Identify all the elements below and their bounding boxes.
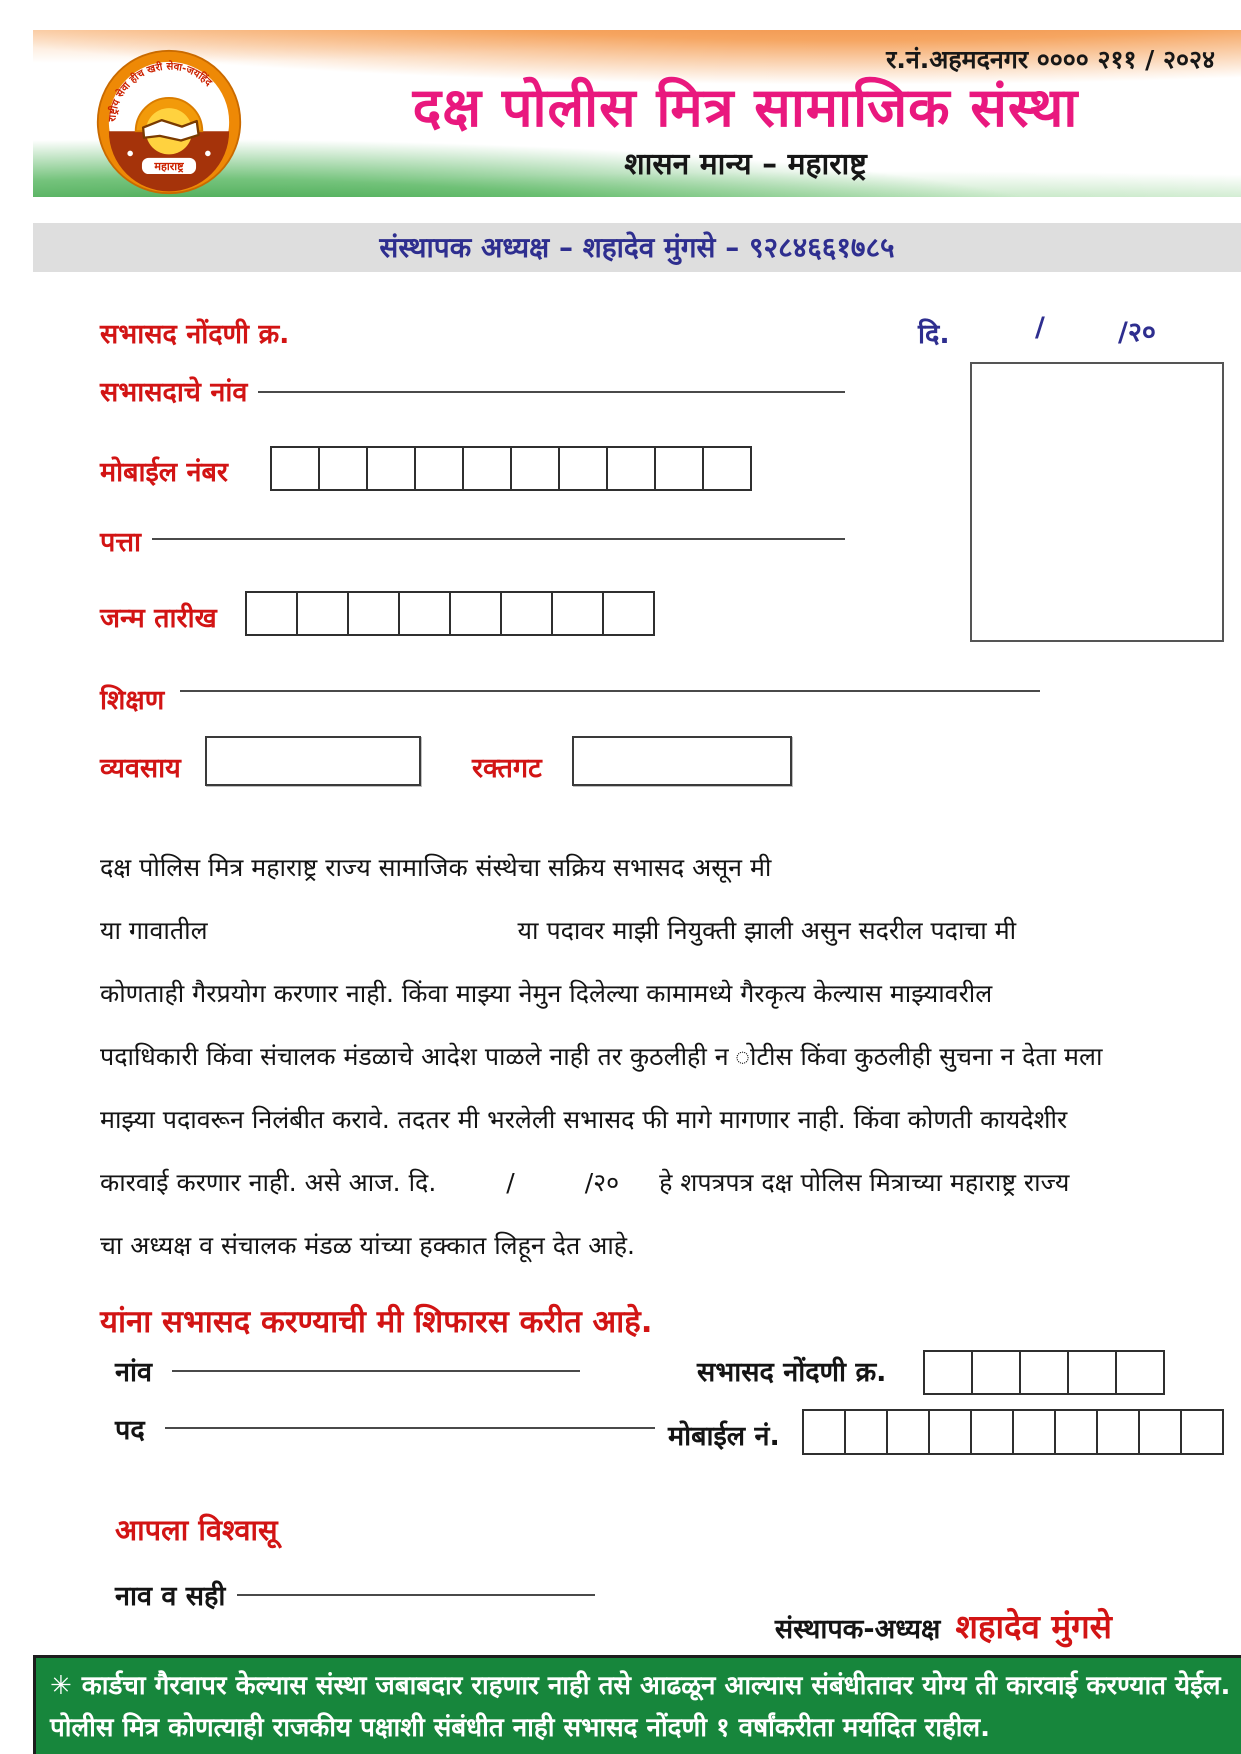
char-box[interactable]	[366, 446, 416, 491]
char-box[interactable]	[1115, 1350, 1165, 1395]
declaration-line-6	[100, 1165, 1160, 1199]
founder-name: शहादेव मुंगसे	[955, 1607, 1112, 1646]
name-sign-label: नाव व सही	[115, 1581, 226, 1612]
logo-arc-text: राष्ट्रीय सेवा हीच खरी सेवा-जयहिंद	[107, 61, 214, 123]
header-banner	[33, 30, 1241, 197]
char-box[interactable]	[318, 446, 368, 491]
logo-dot	[205, 151, 211, 157]
oath-date-slash-2: /२०	[584, 1168, 620, 1197]
org-logo	[95, 48, 243, 196]
char-box[interactable]	[1067, 1350, 1117, 1395]
founder-designation: संस्थापक-अध्यक्ष	[774, 1614, 941, 1645]
member-reg-no-label: सभासद नोंदणी क्र.	[100, 319, 290, 350]
char-box[interactable]	[606, 446, 656, 491]
photo-box[interactable]	[970, 362, 1224, 642]
char-box[interactable]	[414, 446, 464, 491]
char-box[interactable]	[886, 1409, 930, 1455]
blood-group-label: रक्तगट	[472, 753, 542, 784]
char-box[interactable]	[462, 446, 512, 491]
registration-number: र.नं.अहमदनगर ०००० २११ / २०२४	[886, 45, 1215, 74]
founder-signature-block	[600, 1603, 1112, 1648]
rec-reg-no-label: सभासद नोंदणी क्र.	[697, 1357, 887, 1388]
declaration-line-4: पदाधिकारी किंवा संचालक मंडळाचे आदेश पाळले नाही तर कुठलीही न ोटीस किंवा कुठलीही सुचना न देता मला	[100, 1042, 1103, 1071]
declaration-line-5: माझ्या पदावरून निलंबीत करावे. तदतर मी भरलेली सभासद फी मागे मागणार नाही. किंवा कोणती कायदेशीर	[100, 1105, 1068, 1134]
footer-line-1	[50, 1666, 1241, 1702]
char-box[interactable]	[1138, 1409, 1182, 1455]
address-label: पत्ता	[100, 527, 141, 558]
footer-line-1-text: कार्डचा गैरवापर केल्यास संस्था जबाबदार राहणार नाही तसे आढळून आल्यास संबंधीतावर योग्य ती कारवाई करण्यात येईल.	[81, 1671, 1231, 1701]
mobile-boxes	[270, 446, 752, 491]
char-box[interactable]	[551, 591, 604, 636]
recommendation-heading: यांना सभासद करण्याची मी शिफारस करीत आहे.	[100, 1304, 653, 1340]
yours-faithfully-label: आपला विश्वासू	[115, 1513, 278, 1547]
org-title: दक्ष पोलीस मित्र सामाजिक संस्था	[412, 76, 1079, 139]
rec-mobile-boxes	[802, 1409, 1224, 1455]
dob-boxes	[245, 591, 655, 636]
declaration-line-3: कोणताही गैरप्रयोग करणार नाही. किंवा माझ्या नेमुन दिलेल्या कामामध्ये गैरकृत्य केल्यास माझ्यावरील	[100, 979, 993, 1008]
blood-group-box[interactable]	[572, 736, 792, 786]
rec-name-label: नांव	[115, 1357, 152, 1388]
char-box[interactable]	[296, 591, 349, 636]
char-box[interactable]	[802, 1409, 846, 1455]
member-name-label: सभासदाचे नांव	[100, 377, 248, 408]
date-slash-2: /२०	[1118, 317, 1156, 348]
char-box[interactable]	[1012, 1409, 1056, 1455]
rec-name-line[interactable]	[172, 1370, 580, 1372]
char-box[interactable]	[602, 591, 655, 636]
declaration-line-1: दक्ष पोलिस मित्र महाराष्ट्र राज्य सामाजिक संस्थेचा सक्रिय सभासद असून मी	[100, 853, 772, 882]
rec-mobile-label: मोबाईल नं.	[668, 1421, 780, 1452]
date-label: दि.	[918, 319, 950, 350]
education-line[interactable]	[180, 690, 1040, 692]
footer-note	[33, 1655, 1241, 1754]
char-box[interactable]	[923, 1350, 973, 1395]
char-box[interactable]	[347, 591, 400, 636]
org-subtitle: शासन मान्य – महाराष्ट्र	[624, 147, 867, 182]
oath-date-slash-1: /	[506, 1168, 515, 1197]
char-box[interactable]	[510, 446, 560, 491]
char-box[interactable]	[928, 1409, 972, 1455]
declaration-line6-prefix: कारवाई करणार नाही. असे आज. दि.	[100, 1168, 437, 1197]
char-box[interactable]	[558, 446, 608, 491]
char-box[interactable]	[245, 591, 298, 636]
declaration-line-2	[100, 913, 1160, 947]
char-box[interactable]	[970, 1409, 1014, 1455]
logo-bottom-text: महाराष्ट्र	[154, 160, 184, 174]
rec-post-line[interactable]	[165, 1427, 655, 1429]
declaration-line2-suffix: या पदावर माझी नियुक्ती झाली असुन सदरील पदाचा मी	[517, 916, 1017, 945]
char-box[interactable]	[449, 591, 502, 636]
char-box[interactable]	[971, 1350, 1021, 1395]
mobile-label: मोबाईल नंबर	[100, 457, 228, 488]
asterisk-icon: ✳	[50, 1671, 72, 1701]
occupation-box[interactable]	[205, 736, 421, 786]
name-sign-line[interactable]	[237, 1594, 595, 1596]
founder-bar: संस्थापक अध्यक्ष – शहादेव मुंगसे – ९२८४६६१७८५	[33, 223, 1241, 272]
char-box[interactable]	[1180, 1409, 1224, 1455]
char-box[interactable]	[398, 591, 451, 636]
handshake-icon	[143, 120, 199, 140]
char-box[interactable]	[702, 446, 752, 491]
char-box[interactable]	[654, 446, 704, 491]
char-box[interactable]	[1096, 1409, 1140, 1455]
declaration-line-7: चा अध्यक्ष व संचालक मंडळ यांच्या हक्कात लिहून देत आहे.	[100, 1231, 635, 1260]
declaration-line6-suffix: हे शपत्रपत्र दक्ष पोलिस मित्राच्या महाराष्ट्र राज्य	[659, 1168, 1070, 1197]
logo-dot	[127, 151, 133, 157]
education-label: शिक्षण	[100, 685, 165, 716]
address-line[interactable]	[152, 538, 845, 540]
date-slash-1: /	[1035, 312, 1045, 343]
char-box[interactable]	[844, 1409, 888, 1455]
char-box[interactable]	[1054, 1409, 1098, 1455]
declaration-line2-prefix: या गावातील	[100, 916, 208, 945]
dob-label: जन्म तारीख	[100, 603, 217, 634]
char-box[interactable]	[500, 591, 553, 636]
rec-reg-boxes	[923, 1350, 1165, 1395]
char-box[interactable]	[270, 446, 320, 491]
footer-line-2: पोलीस मित्र कोणत्याही राजकीय पक्षाशी संबंधीत नाही सभासद नोंदणी १ वर्षांकरीता मर्यादित राहील.	[50, 1713, 990, 1743]
member-name-line[interactable]	[258, 391, 845, 393]
rec-post-label: पद	[115, 1415, 145, 1446]
occupation-label: व्यवसाय	[100, 753, 181, 784]
char-box[interactable]	[1019, 1350, 1069, 1395]
